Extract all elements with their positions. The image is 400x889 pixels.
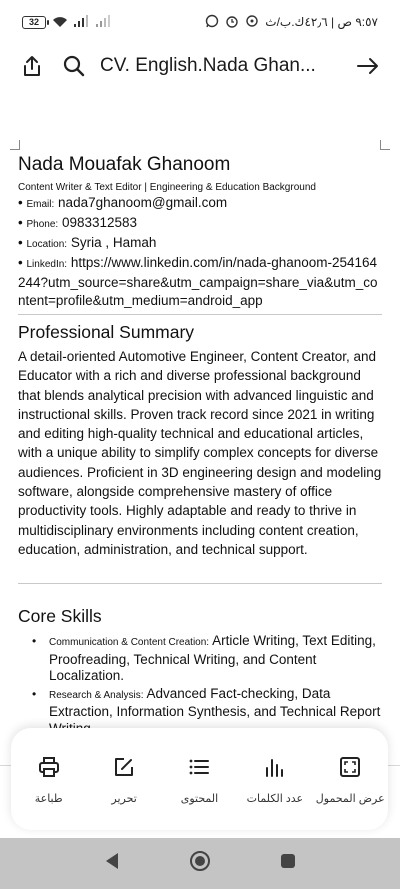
contact-email: • Email: nada7ghanoom@gmail.com	[18, 195, 228, 210]
skill-label: Communication & Content Creation:	[49, 637, 210, 649]
signal-2-icon	[96, 15, 112, 29]
skill-value: Article Writing, Text Editing, Proofreading, Technical Writing, and Content Localization.	[49, 633, 376, 684]
mobile-view-button[interactable]	[315, 756, 385, 807]
share-icon[interactable]	[20, 54, 44, 78]
summary-text: A detail-oriented Automotive Engineer, Content Creator, and Educator with a rich and diverse professional background that blends analytical precision with advanced linguistic and instructional skills. Proven track record since 2021 in writing and editing high-quality technical and educational articles, with a unique ability to simplify complex concepts for diverse audiences. Proficient in 3D engineering design and modeling software, alongside comprehensive mastery of office productivity tools. Highly adaptable and ready to thrive in multidisciplinary environments including content creation, education, administration, and technical support.	[18, 349, 382, 557]
linkedin-link[interactable]: https://www.linkedin.com/in/nada-ghanoom-254164244?utm_source=share&utm_campaign=share_via&utm_content=profile&utm_medium=android_app	[18, 255, 378, 308]
cv-headline: Content Writer & Text Editor | Engineering & Education Background	[18, 182, 316, 193]
document-title: CV. English.Nada Ghan...	[100, 55, 316, 76]
action-label: المحتوى	[180, 793, 219, 805]
bottom-action-sheet	[11, 728, 388, 830]
contact-label: LinkedIn:	[26, 259, 68, 270]
status-bar	[0, 0, 400, 44]
arrow-right-icon[interactable]	[356, 54, 380, 78]
contact-value: 0983312583	[61, 215, 138, 230]
action-label: عدد الكلمات	[246, 793, 304, 805]
system-nav-bar	[0, 838, 400, 889]
list-icon	[188, 756, 210, 783]
contact-label: Location:	[26, 239, 68, 250]
section-divider	[18, 583, 382, 584]
edit-icon	[113, 756, 135, 783]
cast-icon	[245, 14, 259, 30]
summary-heading: Professional Summary	[18, 322, 195, 342]
document-page[interactable]	[0, 134, 400, 738]
word-count-button[interactable]	[240, 756, 310, 807]
edit-button[interactable]	[89, 756, 159, 807]
top-toolbar	[0, 44, 400, 88]
contact-label: Phone:	[26, 219, 59, 230]
skills-heading: Core Skills	[18, 606, 102, 627]
whatsapp-icon	[205, 14, 219, 30]
contact-location: • Location: Syria , Hamah	[18, 235, 157, 250]
contact-linkedin: • LinkedIn: https://www.linkedin.com/in/nada-ghanoom-254164244?utm_source=share&utm_campaign=share_via&utm_content=profile&utm_medium=android_app	[18, 255, 378, 308]
skill-label: Research & Analysis:	[49, 689, 144, 701]
status-time: ٩:٥٧ ص | ٤٢٫٦ك.ب/ث	[265, 15, 378, 29]
printer-icon	[38, 756, 60, 783]
contact-label: Email:	[26, 199, 55, 210]
battery-icon: 32	[22, 16, 46, 29]
contact-phone: • Phone: 0983312583	[18, 215, 138, 230]
home-icon[interactable]	[189, 850, 211, 877]
wifi-icon	[52, 15, 68, 30]
contact-value: Syria , Hamah	[70, 235, 157, 250]
action-label: طباعة	[34, 793, 63, 805]
alarm-icon	[225, 14, 239, 30]
skills-list	[18, 633, 382, 737]
contact-value: nada7ghanoom@gmail.com	[58, 195, 228, 210]
fullscreen-icon	[339, 756, 361, 783]
list-item	[32, 633, 382, 685]
recents-icon[interactable]	[280, 853, 296, 874]
signal-icon	[74, 15, 90, 29]
status-right	[205, 14, 378, 30]
action-label: عرض المحمول	[315, 793, 385, 805]
bar-chart-icon	[264, 756, 286, 783]
print-button[interactable]	[14, 756, 84, 807]
search-icon[interactable]	[62, 54, 86, 78]
contents-button[interactable]	[164, 756, 234, 807]
cv-name: Nada Mouafak Ghanoom	[18, 154, 231, 175]
skill-value: Advanced Fact-checking, Data Extraction, Information Synthesis, and Technical Report	[49, 685, 381, 720]
section-divider	[18, 314, 382, 315]
action-label: تحرير	[111, 793, 137, 805]
back-icon[interactable]	[104, 852, 120, 875]
status-left	[22, 15, 112, 30]
